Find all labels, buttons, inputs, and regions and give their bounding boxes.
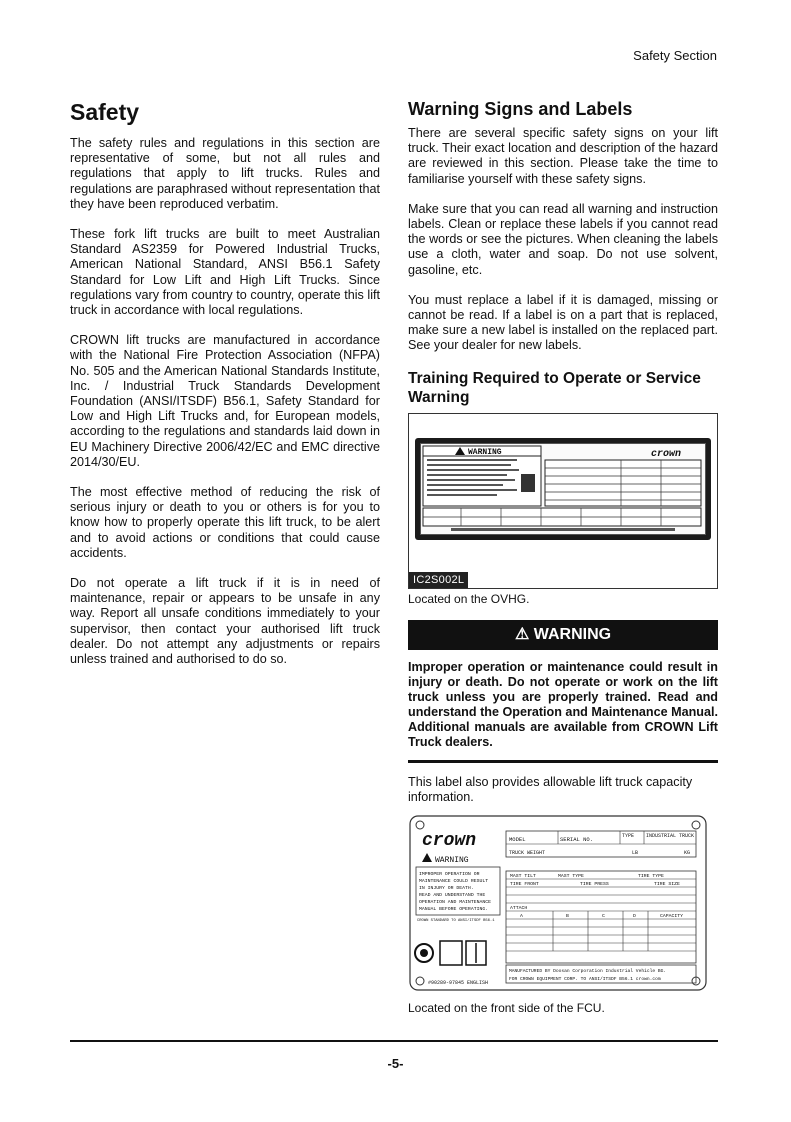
safety-paragraph-4: The most effective method of reducing the risk of serious injury or death to you or others is for you to know how to properly operate this lift truck, to be alert and to avoid actions or conditions that could cause accidents. [70,485,380,560]
tire-press-label: TIRE PRESS [580,882,609,888]
type-value: INDUSTRIAL TRUCK [646,833,695,840]
section-header: Safety Section [633,48,717,63]
mast-tilt-label: MAST TILT [510,874,536,880]
plate-warning-text: WARNING [468,447,502,457]
tire-type-label: TIRE TYPE [638,874,664,880]
attach-label: ATTACH [510,906,528,912]
safety-paragraph-5: Do not operate a lift truck if it is in need of maintenance, repair or appears to be unsafe in any way. Report all unsafe conditions immediately to your supervisor, then contact your authorised lift truck dealer. Do not attempt any adjustments or repairs unless trained and authorised to do so. [70,576,380,667]
crown-logo: crown [422,831,477,852]
weight-kg-unit: KG [684,850,691,857]
section-heading: Warning Signs and Labels [408,99,633,119]
tire-front-label: TIRE FRONT [510,882,539,888]
figure2-caption: Located on the front side of the FCU. [408,1001,605,1016]
page-title: Safety [70,99,140,125]
plate-warning-line-2: MAINTENANCE COULD RESULT [419,879,489,885]
training-subheading: Training Required to Operate or Service Warning [408,369,701,406]
label-plate-drawing [421,444,705,534]
capacity-label: CAPACITY [660,914,684,920]
manufacturer-line-1: MANUFACTURED BY Doosan Corporation Industrial Vehicle BG. [509,969,667,975]
weight-lb-unit: LB [632,850,639,857]
footer-divider [70,1040,718,1042]
manufacturer-line-2: FOR CROWN EQUIPMENT CORP. TO ANSI/ITSDF B56.1 crown.com [509,977,661,983]
signs-paragraph-2: Make sure that you can read all warning and instruction labels. Clean or replace these labels if you cannot read the words or see the pictures. When cleaning the labels use a cloth, water and soap. Do not use solvent, gasoline, etc. [408,201,718,277]
capacity-plate-drawing [408,813,708,993]
mast-type-label: MAST TYPE [558,874,584,880]
col-d-label: D [633,914,636,920]
right-column [408,98,718,1015]
col-b-label: B [566,914,569,920]
label-plate [415,438,711,540]
truck-weight-label: TRUCK WEIGHT [509,850,546,857]
capacity-label-figure [408,813,718,998]
plate-warning-line-1: IMPROPER OPERATION OR [419,872,480,878]
warning-text: Improper operation or maintenance could result in injury or death. Do not operate or work on the lift truck unless you are properly trained. Read and understand the Operation and Maintenance Manual. Additional manuals are available from CROWN Lift Truck dealers. [408,660,718,763]
safety-paragraph-2: These fork lift trucks are built to meet Australian Standard AS2359 for Powered Industrial Trucks, American National Standard, ANSI B56.1 Safety Standard for Low Lift and High Lift Trucks. Since regulations vary from country to country, operate this lift truck in accordance with local regulations. [70,227,380,318]
plate-warning-line-4: READ AND UNDERSTAND THE [419,893,486,899]
plate-warning-line-3: IN INJURY OR DEATH. [419,886,474,892]
figure-id-label: IC2S002L [409,572,468,588]
page-number: -5- [387,1056,404,1071]
capacity-paragraph: This label also provides allowable lift truck capacity information. [408,774,693,804]
plate-warning-line-6: MANUAL BEFORE OPERATING. [419,907,489,913]
safety-paragraph-1: The safety rules and regulations in this section are representative of some, but not all rules and regulations that apply to lift trucks. Rules and regulations are paraphrased without representation that they have been reproduced verbatim. [70,136,380,211]
serial-label: SERIAL NO. [560,836,594,844]
tire-size-label: TIRE SIZE [654,882,680,888]
safety-paragraph-3: CROWN lift trucks are manufactured in accordance with the National Fire Protection Association (NFPA) No. 505 and the American National Standards Institute, Inc. / Industrial Truck Standards Development Foundation (ANSI/ITSDF) B56.1, Safety Standard for Low and High Lift Trucks and, for European models, according to the regulations and standards laid down in EU Machinery Directive 2006/42/EC and EMC directive 2014/30/EU. [70,333,380,469]
warning-banner [408,620,718,650]
standard-line: CROWN STANDARD TO ANSI/ITSDF B56.1 [417,919,495,924]
ovhg-label-figure [408,413,718,589]
signs-paragraph-1: There are several specific safety signs on your lift truck. Their exact location and description of the hazard are reviewed in this section. Please take the time to familiarise yourself with these safety signs. [408,126,718,186]
figure1-caption: Located on the OVHG. [408,591,530,606]
col-a-label: A [520,914,523,920]
warning-banner-text: WARNING [533,625,612,643]
plate-warning-title: WARNING [435,856,469,866]
model-label: MODEL [509,836,526,844]
part-number: #90289-97845 ENGLISH [428,980,489,987]
col-c-label: C [602,914,605,920]
plate-warning-line-5: OPERATION AND MAINTENANCE [419,900,491,906]
signs-paragraph-3: You must replace a label if it is damaged, missing or cannot be read. If a label is on a part that is replaced, make sure a new label is installed on the replaced part. See your dealer for new labels. [408,292,718,353]
left-column [70,98,380,682]
plate-brand-logo: crown [651,448,682,460]
warning-triangle-icon: ⚠ [514,625,530,643]
type-label: TYPE [622,833,635,840]
